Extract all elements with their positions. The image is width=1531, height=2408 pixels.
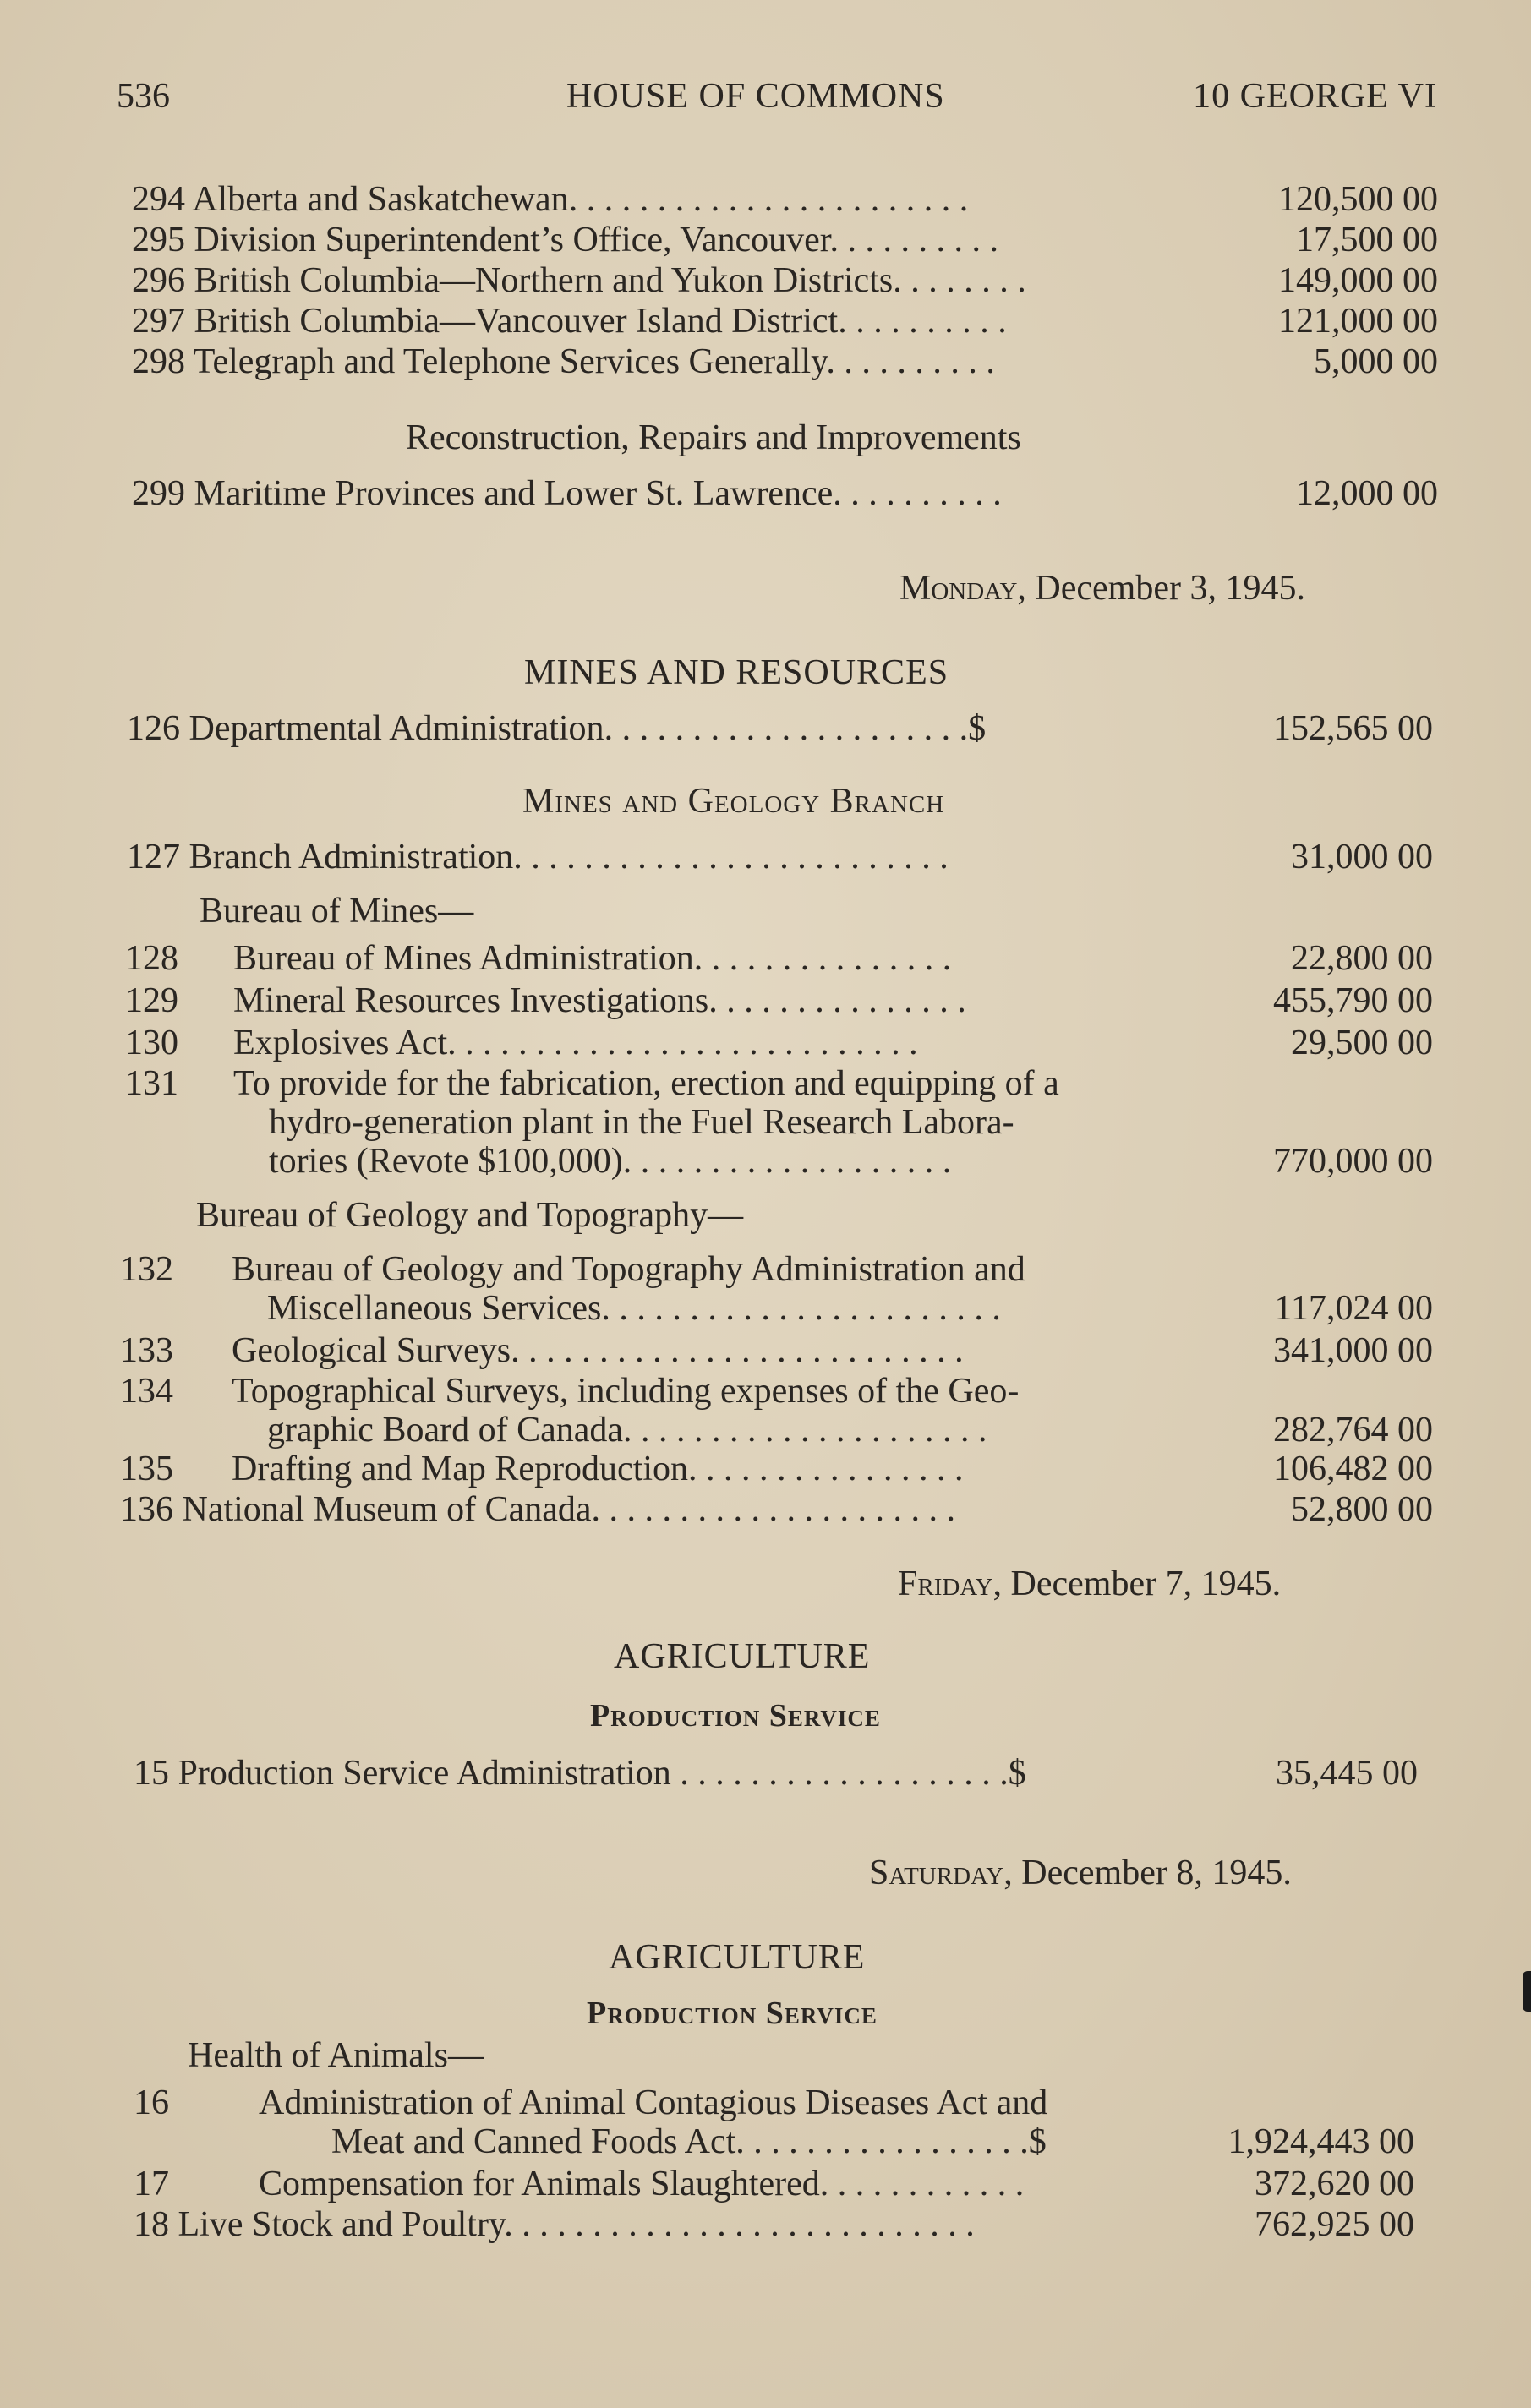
item-amount: 106,482 00 <box>1273 1450 1433 1488</box>
item-amount: 35,445 00 <box>1276 1754 1418 1793</box>
item-amount: 762,925 00 <box>1255 2205 1414 2244</box>
section-subheading: Production Service <box>590 1698 881 1734</box>
item-number: 15 <box>134 1754 169 1793</box>
item-description: Compensation for Animals Slaughtered <box>259 2165 820 2203</box>
group-label: Bureau of Mines— <box>200 892 474 931</box>
leader-dots: . . . . . . . . . . <box>838 302 1007 341</box>
date-day: Friday <box>898 1564 993 1603</box>
list-item <box>127 837 949 877</box>
section-heading: MINES AND RESOURCES <box>524 653 949 692</box>
leader-dots: . . . . . . . . . . . . . . . . <box>688 1450 964 1488</box>
item-amount: 31,000 00 <box>1291 838 1433 876</box>
leader-dots: . . . . . . . . . . <box>829 221 998 259</box>
item-description: Branch Administration <box>189 838 514 876</box>
item-amount: 12,000 00 <box>1296 474 1438 513</box>
item-number: 16 <box>134 2083 169 2122</box>
date-day: Saturday <box>869 1854 1004 1892</box>
item-line: Administration of Animal Contagious Diseases Act and <box>259 2083 1048 2122</box>
item-amount: 5,000 00 <box>1314 342 1438 381</box>
item-description: British Columbia—Northern and Yukon Districts <box>194 261 894 300</box>
item-description: Explosives Act <box>233 1024 448 1062</box>
item-description: Bureau of Mines Administration <box>233 939 694 978</box>
section-subheading: Production Service <box>587 1996 878 2031</box>
item-amount: 282,764 00 <box>1273 1411 1433 1450</box>
item-description: Mineral Resources Investigations <box>233 981 709 1020</box>
list-item <box>132 301 1007 341</box>
sitting-date <box>869 1853 1292 1893</box>
list-item <box>132 179 968 220</box>
item-line-last <box>267 1410 987 1450</box>
item-description: Departmental Administration <box>189 709 604 748</box>
date-day: Monday <box>899 569 1018 608</box>
item-description: Division Superintendent’s Office, Vancouver <box>194 221 830 259</box>
item-amount: 372,620 00 <box>1255 2165 1414 2203</box>
item-amount: 22,800 00 <box>1291 939 1433 978</box>
date-rest: , December 7, 1945. <box>992 1564 1282 1603</box>
section-heading: AGRICULTURE <box>614 1637 871 1676</box>
list-item <box>132 220 998 260</box>
item-number: 126 <box>127 709 180 748</box>
item-text <box>259 2164 1024 2204</box>
page-edge-mark <box>1523 1971 1531 2012</box>
leader-dots: . . . . . . . . . . . . . . . . . . . . . <box>591 1490 956 1529</box>
item-line-last <box>331 2121 1047 2162</box>
page-number: 536 <box>117 77 170 116</box>
branch-heading: Mines and Geology Branch <box>522 782 945 821</box>
item-amount: 52,800 00 <box>1291 1490 1433 1529</box>
list-item <box>134 2204 975 2245</box>
section-heading: AGRICULTURE <box>609 1938 866 1977</box>
item-description: Production Service Administration <box>178 1754 671 1793</box>
item-line: Topographical Surveys, including expenses of the Geo- <box>232 1372 1020 1411</box>
item-number: 299 <box>132 474 185 513</box>
item-description: British Columbia—Vancouver Island District <box>194 302 839 341</box>
item-number: 298 <box>132 342 185 381</box>
leader-dots: . . . . . . . . . . <box>833 474 1002 513</box>
item-text <box>232 1449 964 1489</box>
sitting-date <box>898 1564 1281 1604</box>
leader-dots: . . . . . . . . . . . . . . . <box>693 939 952 978</box>
item-text <box>233 1023 918 1063</box>
page-header <box>117 76 1437 127</box>
list-item <box>132 473 1002 514</box>
item-amount: 149,000 00 <box>1278 261 1438 300</box>
item-number: 134 <box>120 1372 173 1411</box>
leader-dots: . . . . . . . . . . . . . . . . . . . . . . . <box>601 1289 1001 1328</box>
item-amount: 120,500 00 <box>1278 180 1438 219</box>
item-amount: 770,000 00 <box>1273 1142 1433 1181</box>
item-number: 129 <box>125 981 178 1020</box>
item-number: 133 <box>120 1331 173 1370</box>
leader-dots: . . . . . . . . . . <box>826 342 995 381</box>
item-text <box>232 1330 964 1371</box>
item-number: 296 <box>132 261 185 300</box>
item-amount: 152,565 00 <box>1273 709 1433 748</box>
list-item <box>127 708 986 749</box>
item-number: 127 <box>127 838 180 876</box>
item-number: 131 <box>125 1064 178 1103</box>
item-amount: 455,790 00 <box>1273 981 1433 1020</box>
item-description: Meat and Canned Foods Act <box>331 2122 736 2161</box>
item-description: Live Stock and Poultry <box>178 2205 505 2244</box>
item-number: 128 <box>125 939 178 978</box>
item-amount: 17,500 00 <box>1296 221 1438 259</box>
list-item <box>132 341 995 382</box>
session-label: 10 GEORGE VI <box>1193 77 1437 116</box>
item-amount: 29,500 00 <box>1291 1024 1433 1062</box>
item-amount: 1,924,443 00 <box>1228 2122 1414 2161</box>
leader-dots: . . . . . . . . . . . . . . . . . . . . . . . . . . . <box>447 1024 918 1062</box>
item-line-last <box>267 1288 1001 1329</box>
item-number: 295 <box>132 221 185 259</box>
leader-dots: . . . . . . . . . . . . . . . . . . . . . . . . . . . <box>504 2205 975 2244</box>
group-label: Health of Animals— <box>188 2036 484 2075</box>
leader-dots: . . . . . . . . . . . . . . . . . . . . . <box>623 1411 987 1450</box>
item-amount: 341,000 00 <box>1273 1331 1433 1370</box>
item-description: Drafting and Map Reproduction <box>232 1450 689 1488</box>
item-number: 294 <box>132 180 185 219</box>
item-line-last <box>269 1141 951 1182</box>
item-amount: 117,024 00 <box>1274 1289 1433 1328</box>
section-subheading: Reconstruction, Repairs and Improvements <box>406 418 1021 457</box>
leader-dots: . . . . . . . . . . . . . . . <box>708 981 966 1020</box>
item-description: Alberta and Saskatchewan <box>192 180 569 219</box>
item-line: To provide for the fabrication, erection and equipping of a <box>233 1064 1059 1103</box>
item-description: Telegraph and Telephone Services Generally <box>193 342 827 381</box>
leader-dots: . . . . . . . . . . . . . . . . . . .$ <box>680 1754 1026 1793</box>
item-number: 297 <box>132 302 185 341</box>
item-amount: 121,000 00 <box>1278 302 1438 341</box>
item-number: 17 <box>134 2165 169 2203</box>
leader-dots: . . . . . . . . . . . . . . . . . . . . .$ <box>604 709 987 748</box>
leader-dots: . . . . . . . . . . . . . . . . . . . . . . . <box>568 180 969 219</box>
item-text <box>233 980 966 1021</box>
leader-dots: . . . . . . . . . . . . . . . . .$ <box>735 2122 1047 2161</box>
group-label: Bureau of Geology and Topography— <box>196 1196 744 1235</box>
item-description: tories (Revote $100,000) <box>269 1142 623 1181</box>
item-line: hydro-generation plant in the Fuel Research Labora- <box>269 1103 1014 1142</box>
item-line: Bureau of Geology and Topography Administration and <box>232 1250 1025 1289</box>
list-item <box>120 1489 955 1530</box>
date-rest: , December 3, 1945. <box>1017 569 1305 608</box>
item-number: 130 <box>125 1024 178 1062</box>
item-number: 132 <box>120 1250 173 1289</box>
item-description: National Museum of Canada <box>182 1490 592 1529</box>
leader-dots: . . . . . . . . . . . . <box>819 2165 1025 2203</box>
item-number: 135 <box>120 1450 173 1488</box>
list-item <box>134 1753 1026 1794</box>
leader-dots: . . . . . . . . <box>893 261 1026 300</box>
leader-dots: . . . . . . . . . . . . . . . . . . . . . . . . . . <box>511 1331 964 1370</box>
list-item <box>132 260 1026 301</box>
item-number: 136 <box>120 1490 173 1529</box>
item-text <box>233 938 951 979</box>
sitting-date <box>899 568 1305 609</box>
date-rest: , December 8, 1945. <box>1003 1854 1292 1892</box>
item-description: Maritime Provinces and Lower St. Lawrence <box>194 474 834 513</box>
running-title: HOUSE OF COMMONS <box>566 77 945 116</box>
leader-dots: . . . . . . . . . . . . . . . . . . . <box>622 1142 952 1181</box>
leader-dots: . . . . . . . . . . . . . . . . . . . . . . . . . <box>513 838 949 876</box>
item-description: graphic Board of Canada <box>267 1411 624 1450</box>
item-description: Miscellaneous Services <box>267 1289 602 1328</box>
item-number: 18 <box>134 2205 169 2244</box>
item-description: Geological Surveys <box>232 1331 511 1370</box>
